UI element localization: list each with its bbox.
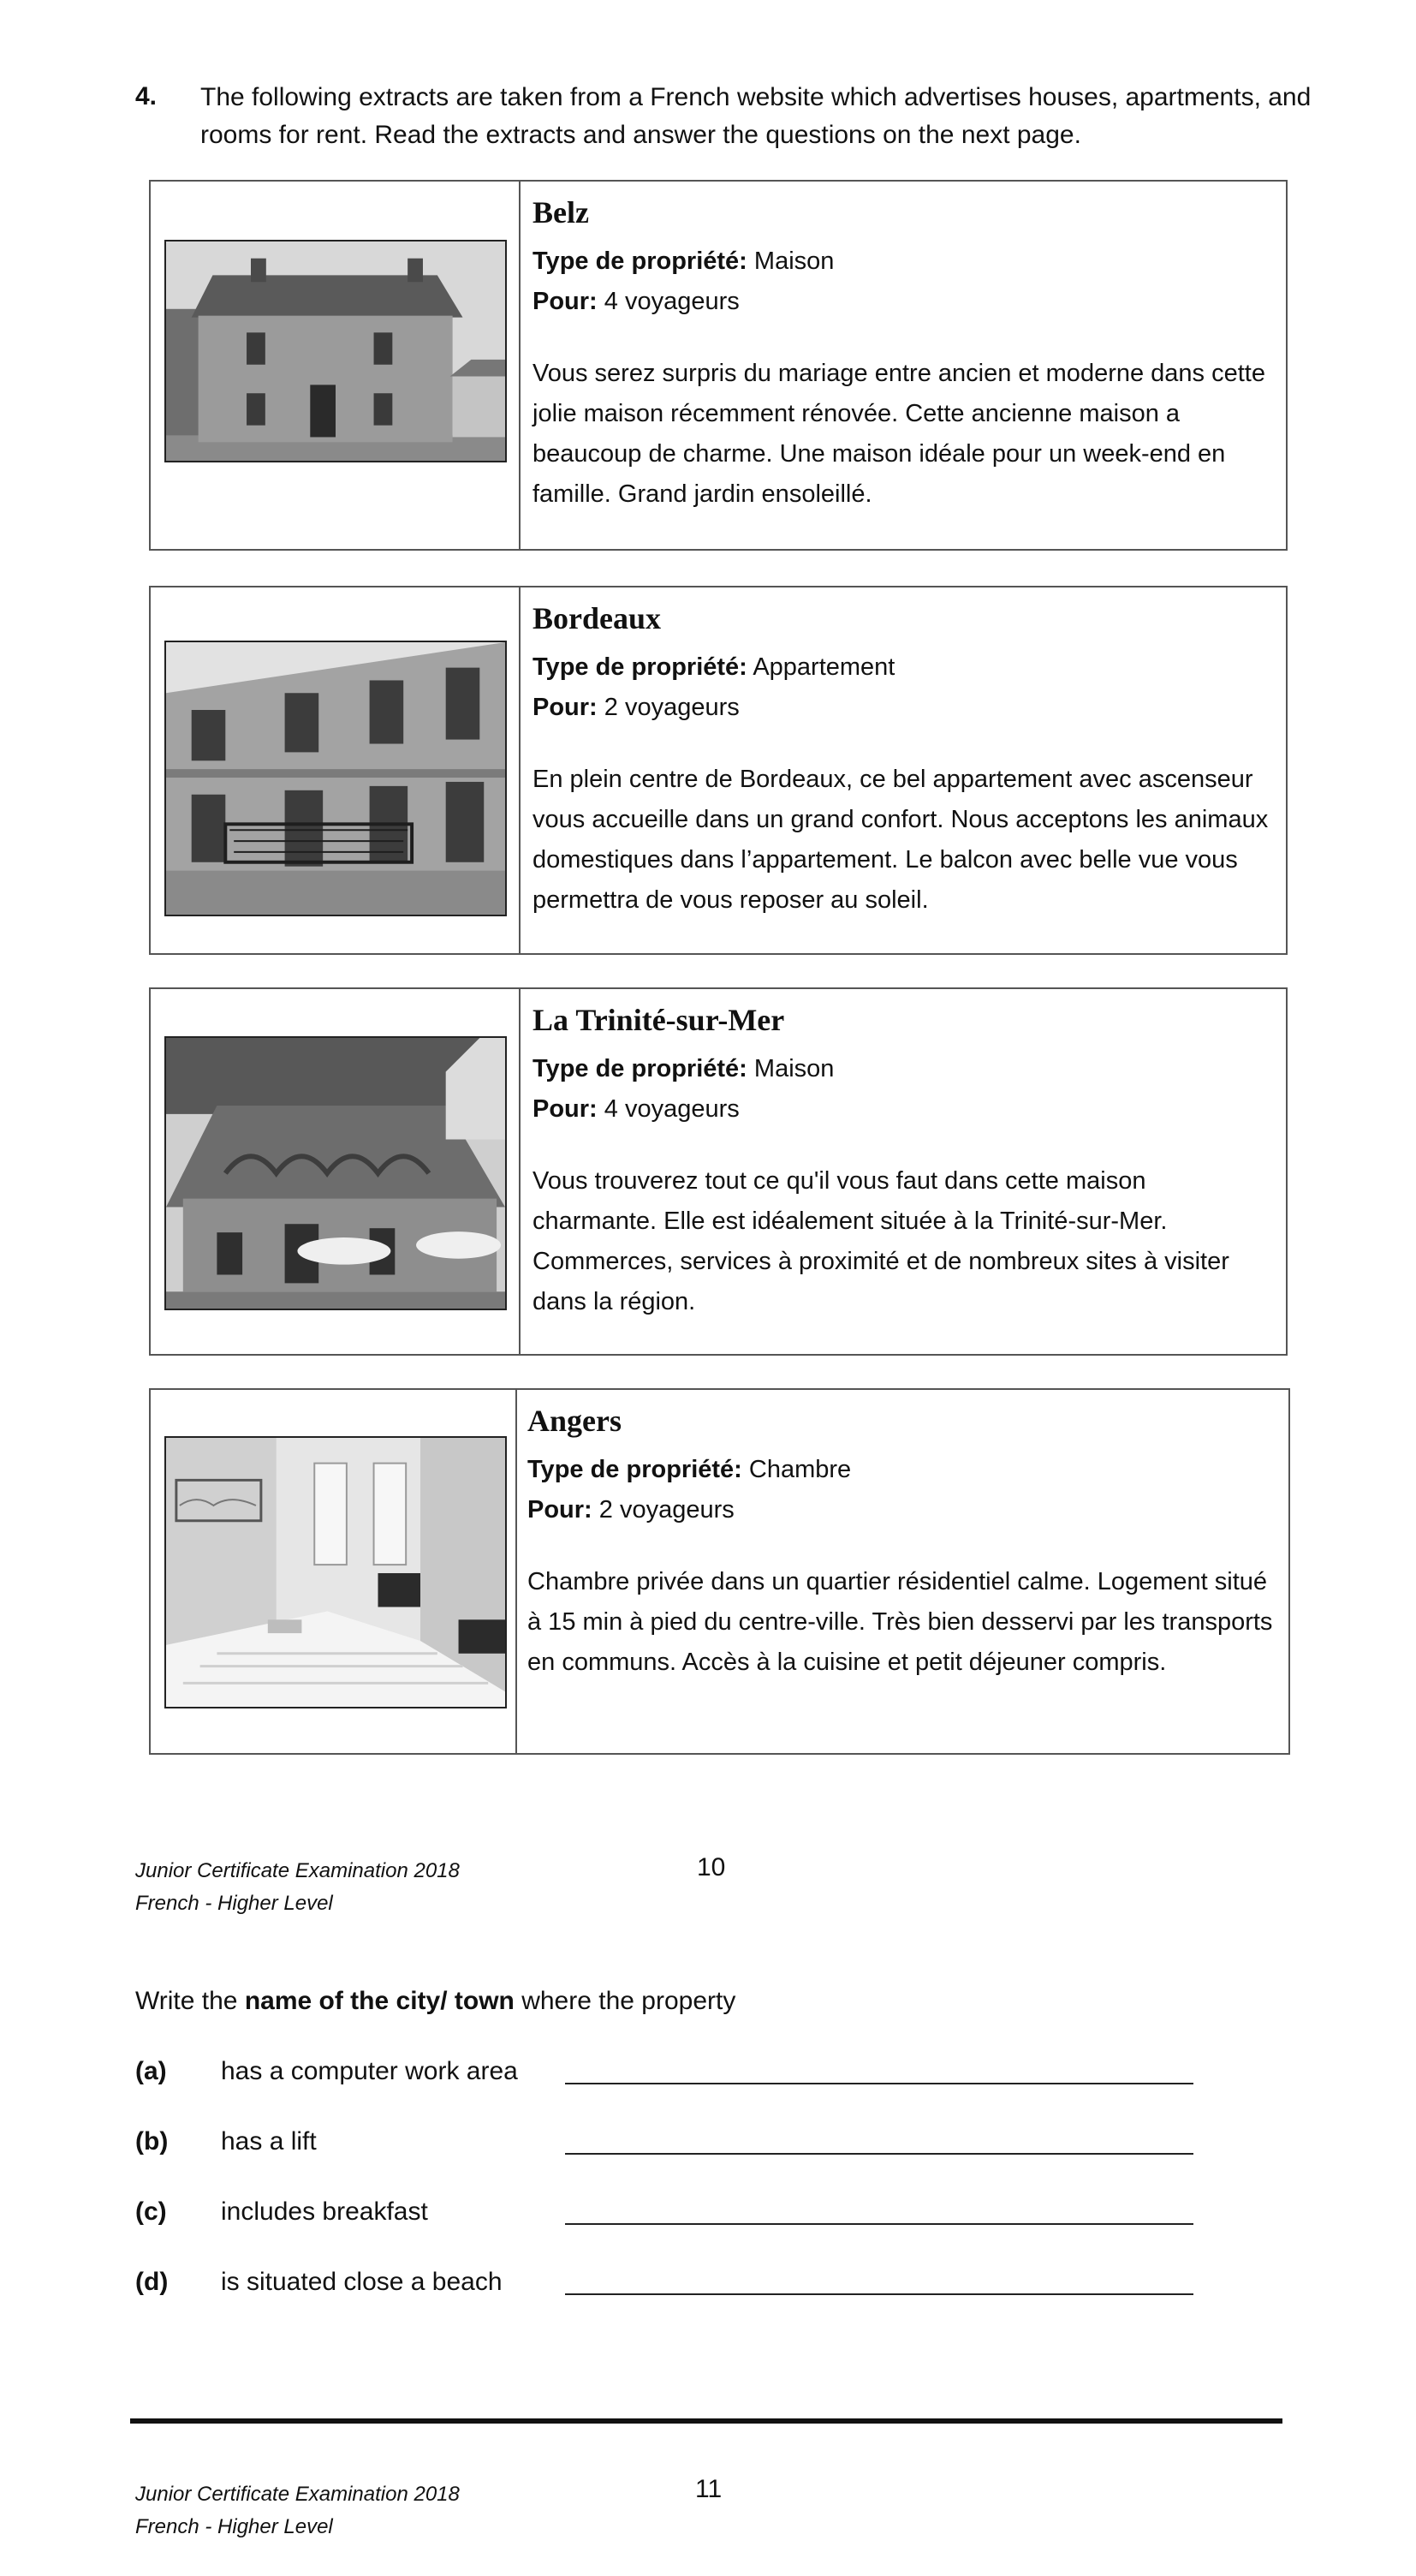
listing-place: La Trinité-sur-Mer: [532, 1003, 785, 1037]
property-type-value: Maison: [753, 1055, 835, 1082]
capacity-value: 2 voyageurs: [604, 694, 740, 721]
listing-description: Chambre privée dans un quartier résidentiel calme. Logement situé à 15 min à pied du centre-ville. Très bien desservi par les transports en communs. Accès à la cuisine et petit déjeuner compris.: [527, 1568, 1273, 1676]
capacity-label: Pour:: [532, 288, 598, 315]
footer-exam-title: Junior Certificate Examination 2018: [135, 1859, 460, 1882]
capacity-value: 4 voyageurs: [604, 288, 740, 315]
listing-description: En plein centre de Bordeaux, ce bel appartement avec ascenseur vous accueille dans un grand confort. Nous acceptons les animaux domestiques dans l’appartement. Le balcon avec belle vue vous permettra de vous reposer au soleil.: [532, 766, 1269, 914]
footer-exam-title: Junior Certificate Examination 2018: [135, 2483, 460, 2506]
cottage-photo: [164, 1036, 507, 1310]
bedroom-photo: [164, 1436, 507, 1708]
capacity-line: [532, 688, 1272, 728]
listing-card-bordeaux: [149, 586, 1288, 955]
property-type-label: Type de propriété:: [532, 247, 747, 275]
listing-card-belz: [149, 180, 1288, 551]
property-type-line: [532, 242, 1272, 282]
question-label: (b): [135, 2127, 169, 2156]
listing-image-cell: [151, 1390, 517, 1753]
question-label: (a): [135, 2057, 167, 2085]
listing-place: Angers: [527, 1404, 622, 1438]
question-text: has a lift: [221, 2127, 317, 2156]
prompt-emphasis: name of the city/ town: [244, 1987, 515, 2015]
question-text: is situated close a beach: [221, 2268, 503, 2296]
listing-place: Bordeaux: [532, 601, 662, 635]
listing-image-cell: [151, 182, 521, 549]
listing-description: Vous trouverez tout ce qu'il vous faut dans cette maison charmante. Elle est idéalement située à la Trinité-sur-Mer. Commerces, services à proximité et de nombreux sites à visiter dans la région.: [532, 1167, 1229, 1315]
page-number: 11: [695, 2475, 723, 2503]
answer-line[interactable]: [565, 2268, 1193, 2295]
property-type-line: [527, 1450, 1275, 1490]
question-text: includes breakfast: [221, 2197, 428, 2226]
listing-card-angers: [149, 1388, 1290, 1755]
capacity-label: Pour:: [532, 694, 598, 721]
footer-level: French - Higher Level: [135, 1892, 333, 1915]
page-footer: [135, 2478, 460, 2543]
listing-text: [532, 599, 1272, 921]
page-footer: [135, 1855, 460, 1920]
property-type-line: [532, 647, 1272, 688]
answer-line[interactable]: [565, 2197, 1193, 2225]
question-label: (d): [135, 2268, 169, 2296]
capacity-line: [532, 282, 1272, 322]
capacity-value: 2 voyageurs: [598, 1496, 735, 1524]
question-intro: The following extracts are taken from a French website which advertises houses, apartments, and rooms for rent. Read the extracts and answer the questions on the next page.: [200, 83, 1312, 149]
question-prompt: Write the name of the city/ town where the property: [135, 1987, 736, 2015]
question-text: has a computer work area: [221, 2057, 518, 2085]
capacity-line: [532, 1089, 1272, 1130]
listing-image-cell: [151, 587, 521, 953]
property-type-label: Type de propriété:: [527, 1456, 742, 1483]
listing-description: Vous serez surpris du mariage entre ancien et moderne dans cette jolie maison récemment rénovée. Cette ancienne maison a beaucoup de charme. Une maison idéale pour un week-end en famille. Grand jardin ensoleillé.: [532, 360, 1265, 508]
capacity-label: Pour:: [527, 1496, 592, 1524]
capacity-line: [527, 1490, 1275, 1530]
listing-text: [527, 1402, 1275, 1683]
listing-text: [532, 1001, 1272, 1322]
apartment-photo: [164, 641, 507, 916]
listing-card-la-trinite-sur-mer: [149, 987, 1288, 1356]
page-number: 10: [697, 1853, 726, 1881]
property-type-value: Appartement: [753, 653, 895, 681]
answer-line[interactable]: [565, 2057, 1193, 2084]
page-divider: [130, 2418, 1282, 2424]
property-type-label: Type de propriété:: [532, 653, 747, 681]
property-type-line: [532, 1049, 1272, 1089]
capacity-label: Pour:: [532, 1095, 598, 1123]
property-type-value: Chambre: [748, 1456, 852, 1483]
listing-place: Belz: [532, 195, 589, 230]
property-type-label: Type de propriété:: [532, 1055, 747, 1082]
question-label: (c): [135, 2197, 167, 2226]
question-number: 4.: [135, 82, 158, 110]
listing-text: [532, 194, 1272, 515]
capacity-value: 4 voyageurs: [604, 1095, 740, 1123]
property-type-value: Maison: [753, 247, 835, 275]
listing-image-cell: [151, 989, 521, 1354]
footer-level: French - Higher Level: [135, 2515, 333, 2538]
house-photo: [164, 240, 507, 462]
answer-line[interactable]: [565, 2127, 1193, 2155]
